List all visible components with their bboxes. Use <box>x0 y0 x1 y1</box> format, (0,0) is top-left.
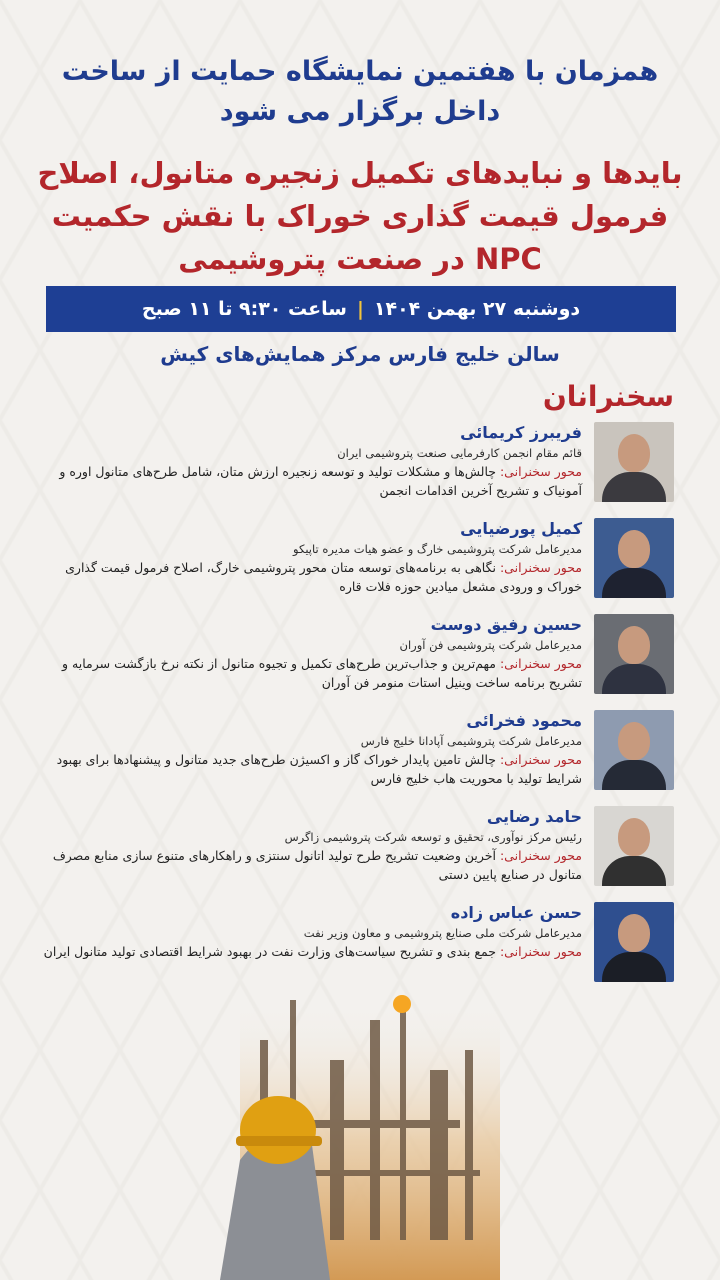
header-line-1: همزمان با هفتمین نمایشگاه حمایت از ساخت <box>61 56 659 87</box>
title-line-3: NPC در صنعت پتروشیمی <box>178 242 542 276</box>
speakers-heading: سخنرانان <box>542 380 674 413</box>
speaker-role: مدیرعامل شرکت پتروشیمی خارگ و عضو هیات مدیره تاپیکو <box>293 542 582 556</box>
topic-label: محور سخنرانی: <box>499 944 582 959</box>
topic-text: چالش‌ها و مشکلات تولید و توسعه زنجیره ارزش متان، شامل طرح‌های متانول اوره و آمونیاک و تشریح آخرین اقدامات انجمن <box>59 464 582 498</box>
event-title <box>20 152 700 281</box>
speaker-name: فریبرز کریمائی <box>460 423 582 442</box>
speaker-name: حامد رضایی <box>486 807 582 826</box>
speaker-name: کمیل پورضیایی <box>460 519 582 538</box>
speaker-topic <box>34 462 582 500</box>
speaker-card <box>34 710 674 802</box>
speaker-photo <box>594 902 674 982</box>
topic-label: محور سخنرانی: <box>499 656 582 671</box>
speaker-role: مدیرعامل شرکت پتروشیمی آپادانا خلیج فارس <box>360 734 582 748</box>
speaker-role: رئیس مرکز نوآوری، تحقیق و توسعه شرکت پتروشیمی زاگرس <box>284 830 582 844</box>
speaker-name: حسن عباس زاده <box>450 903 582 922</box>
speaker-card <box>34 422 674 514</box>
event-header <box>20 52 700 132</box>
event-time: ساعت ۹:۳۰ تا ۱۱ صبح <box>141 298 347 320</box>
speaker-card <box>34 518 674 610</box>
hard-hat-worker <box>220 1096 330 1280</box>
speaker-name: محمود فخرائی <box>466 711 582 730</box>
topic-text: آخرین وضعیت تشریح طرح تولید اتانول سنتزی و راهکارهای متنوع سازی منابع مصرف متانول در صنایع پایین دستی <box>52 848 582 882</box>
topic-text: جمع بندی و تشریح سیاست‌های وزارت نفت در بهبود شرایط اقتصادی تولید متانول ایران <box>43 944 496 959</box>
refinery-illustration <box>200 980 540 1280</box>
topic-text: چالش تامین پایدار خوراک گاز و اکسیژن طرح‌های جدید متانول و پیشنهادها برای بهبود شرایط تولید با محوریت هاب خلیج فارس <box>56 752 582 786</box>
header-line-2: داخل برگزار می شود <box>219 96 501 127</box>
title-line-1: بایدها و نبایدهای تکمیل زنجیره متانول، اصلاح <box>37 156 683 190</box>
speaker-card <box>34 806 674 898</box>
speaker-photo <box>594 710 674 790</box>
speaker-role: قائم مقام انجمن کارفرمایی صنعت پتروشیمی ایران <box>337 446 582 460</box>
topic-text: مهم‌ترین و جذاب‌ترین طرح‌های تکمیل و تجیوه متانول از نکته نرخ بازگشت سرمایه و تشریح برنامه ساخت وینیل استات منومر فن آوران <box>62 656 582 690</box>
hard-hat-icon <box>240 1096 316 1164</box>
speaker-topic <box>34 750 582 788</box>
speaker-topic <box>34 558 582 596</box>
topic-label: محور سخنرانی: <box>499 464 582 479</box>
title-line-2: فرمول قیمت گذاری خوراک با نقش حکمیت <box>51 199 669 233</box>
speaker-photo <box>594 614 674 694</box>
flare-icon <box>393 995 411 1013</box>
speaker-photo <box>594 518 674 598</box>
topic-label: محور سخنرانی: <box>499 752 582 767</box>
speaker-card <box>34 614 674 706</box>
topic-label: محور سخنرانی: <box>499 848 582 863</box>
date-time-bar <box>46 286 676 332</box>
topic-label: محور سخنرانی: <box>499 560 582 575</box>
event-date: دوشنبه ۲۷ بهمن ۱۴۰۴ <box>373 298 581 320</box>
speaker-topic <box>34 846 582 884</box>
speaker-role: مدیرعامل شرکت پتروشیمی فن آوران <box>399 638 582 652</box>
speaker-role: مدیرعامل شرکت ملی صنایع پتروشیمی و معاون وزیر نفت <box>303 926 582 940</box>
speaker-photo <box>594 422 674 502</box>
speaker-photo <box>594 806 674 886</box>
speaker-topic <box>34 654 582 692</box>
event-venue: سالن خلیج فارس مرکز همایش‌های کیش <box>160 342 560 366</box>
speaker-topic <box>34 942 582 961</box>
topic-text: نگاهی به برنامه‌های توسعه متان محور پتروشیمی خارگ، اصلاح فرمول قیمت گذاری خوراک و ورودی مشعل میادین حوزه فلات قاره <box>65 560 582 594</box>
speaker-name: حسین رفیق دوست <box>430 615 582 634</box>
date-separator: | <box>356 298 364 320</box>
